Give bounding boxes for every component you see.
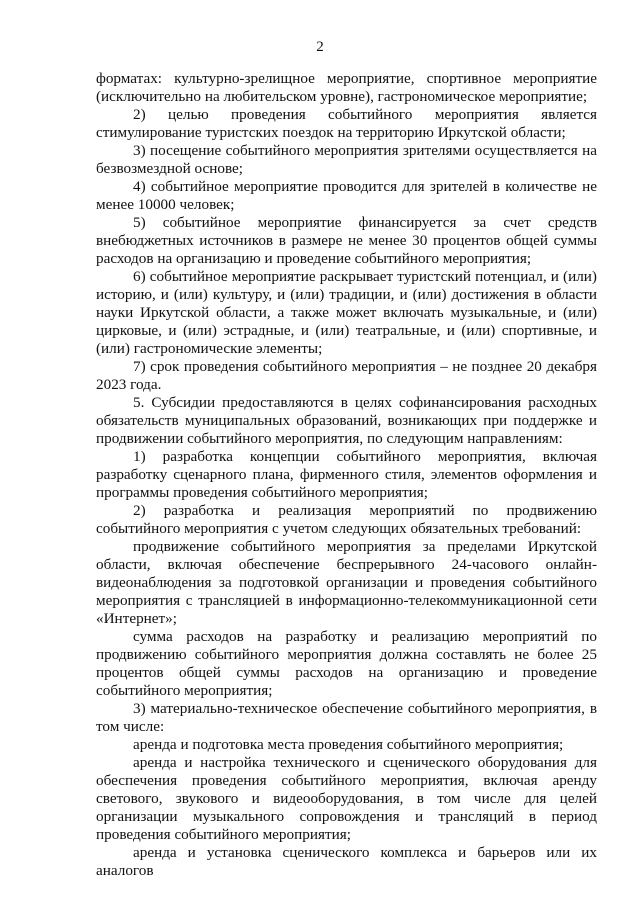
paragraph-section-5-subsidies: 5. Субсидии предоставляются в целях софинансирования расходных обязательств муниципальных образований, возникающих при поддержке и продвижении событийного мероприятия, по следующим направлениям: bbox=[96, 394, 597, 447]
paragraph-direction-3-logistics: 3) материально-техническое обеспечение событийного мероприятия, в том числе: bbox=[96, 700, 597, 735]
paragraph-venue-rental: аренда и подготовка места проведения событийного мероприятия; bbox=[133, 736, 564, 753]
paragraph-direction-2-promotion: 2) разработка и реализация мероприятий по продвижению событийного мероприятия с учетом следующих обязательных требований: bbox=[96, 502, 597, 537]
paragraph-item-6-tourist-potential: 6) событийное мероприятие раскрывает туристский потенциал, и (или) историю, и (или) культуру, и (или) традиции, и (или) достижения в области науки Иркутской области, а также может включать музыкальные, и (или) цирковые, и (или) эстрадные, и (или) театральные, и (или) спортивные, и (или) гастрономические элементы; bbox=[96, 268, 597, 357]
paragraph-stage-rental: аренда и установка сценического комплекса и барьеров или их аналогов bbox=[96, 844, 597, 879]
document-body bbox=[96, 70, 597, 880]
paragraph-item-5-financing: 5) событийное мероприятие финансируется за счет средств внебюджетных источников в размере не менее 30 процентов общей суммы расходов на организацию и проведение событийного мероприятия; bbox=[96, 214, 597, 267]
paragraph-event-formats-continued: форматах: культурно-зрелищное мероприятие, спортивное мероприятие (исключительно на любительском уровне), гастрономическое мероприятие; bbox=[96, 70, 597, 105]
page-number: 2 bbox=[316, 39, 324, 55]
paragraph-item-3-free-attendance: 3) посещение событийного мероприятия зрителями осуществляется на безвозмездной основе; bbox=[96, 142, 597, 177]
paragraph-requirement-online-broadcast: продвижение событийного мероприятия за пределами Иркутской области, включая обеспечение беспрерывного 24-часового онлайн-видеонаблюдения за подготовкой организации и проведения событийного мероприятия с трансляцией в информационно-телекоммуникационной сети «Интернет»; bbox=[96, 538, 597, 627]
paragraph-equipment-rental: аренда и настройка технического и сценического оборудования для обеспечения проведения событийного мероприятия, включая аренду светового, звукового и видеооборудования, в том числе для целей организации музыкального сопровождения и трансляций в период проведения событийного мероприятия; bbox=[96, 754, 597, 843]
paragraph-direction-1-concept: 1) разработка концепции событийного мероприятия, включая разработку сценарного плана, фирменного стиля, элементов оформления и программы проведения событийного мероприятия; bbox=[96, 448, 597, 501]
paragraph-requirement-promotion-budget: сумма расходов на разработку и реализацию мероприятий по продвижению событийного мероприятия должна составлять не более 25 процентов общей суммы расходов на организацию и проведение событийного мероприятия; bbox=[96, 628, 597, 699]
paragraph-item-7-deadline: 7) срок проведения событийного мероприятия – не позднее 20 декабря 2023 года. bbox=[96, 358, 597, 393]
paragraph-item-2-goal: 2) целью проведения событийного мероприятия является стимулирование туристских поездок на территорию Иркутской области; bbox=[96, 106, 597, 141]
paragraph-item-4-audience-size: 4) событийное мероприятие проводится для зрителей в количестве не менее 10000 человек; bbox=[96, 178, 597, 213]
